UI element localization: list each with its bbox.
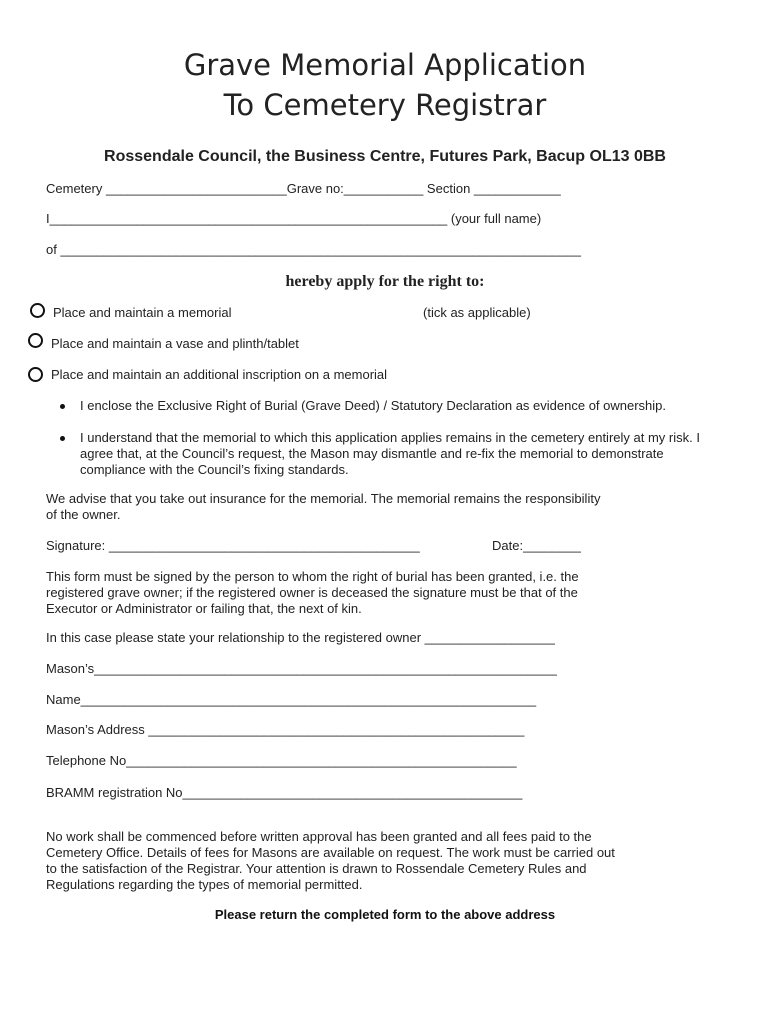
- bullet-deed-text: I enclose the Exclusive Right of Burial (Grave Deed) / Statutory Declaration as evidence of ownership.: [80, 398, 667, 413]
- tick-applicable-note: (tick as applicable): [423, 305, 531, 320]
- bullet-risk-text: I understand that the memorial to which this application applies remains in the cemetery entirely at my risk. I agree that, at the Council’s request, the Mason may dismantle and re-fix the memorial to demonstrate compliance with the Council’s fixing standards.: [80, 430, 700, 477]
- vase-plinth-option-radio[interactable]: [28, 333, 43, 348]
- additional-inscription-option-radio[interactable]: [28, 367, 43, 382]
- council-address: Rossendale Council, the Business Centre, Futures Park, Bacup OL13 0BB: [104, 148, 666, 165]
- memorial-option-label: Place and maintain a memorial: [53, 305, 232, 320]
- bullet-icon: [60, 436, 65, 441]
- bramm-registration-field[interactable]: BRAMM registration No_______________________________________________: [46, 785, 523, 800]
- mason-address-field[interactable]: Mason’s Address ____________________________________________________: [46, 722, 525, 737]
- form-title-line-1: Grave Memorial Application: [183, 48, 587, 82]
- apply-heading: hereby apply for the right to:: [285, 273, 485, 290]
- additional-inscription-option-label: Place and maintain an additional inscription on a memorial: [51, 367, 388, 382]
- full-name-field[interactable]: I_______________________________________________________ (your full name): [46, 211, 542, 226]
- telephone-field[interactable]: Telephone No______________________________________________________: [46, 753, 517, 768]
- memorial-option-radio[interactable]: [30, 303, 45, 318]
- return-instruction: Please return the completed form to the above address: [214, 907, 556, 922]
- relationship-field[interactable]: In this case please state your relationship to the registered owner __________________: [46, 630, 555, 645]
- signing-note: This form must be signed by the person to whom the right of burial has been granted, i.e. the registered grave owner; if the registered owner is deceased the signature must be that of the Executor or Administrator or failing that, the next of kin.: [46, 569, 579, 616]
- address-of-field[interactable]: of ________________________________________________________________________: [46, 242, 582, 257]
- insurance-advice: We advise that you take out insurance for the memorial. The memorial remains the responsibility of the owner.: [46, 491, 601, 522]
- mason-name-field[interactable]: Name_______________________________________________________________: [46, 692, 537, 707]
- cemetery-grave-section-field[interactable]: Cemetery _________________________Grave no:___________ Section ____________: [46, 181, 561, 196]
- vase-plinth-option-label: Place and maintain a vase and plinth/tablet: [51, 336, 299, 351]
- date-field[interactable]: Date:________: [492, 538, 581, 553]
- signature-field[interactable]: Signature: ___________________________________________: [46, 538, 420, 553]
- bullet-icon: [60, 404, 65, 409]
- form-title-line-2: To Cemetery Registrar: [223, 88, 547, 122]
- masons-field[interactable]: Mason’s________________________________________________________________: [46, 661, 557, 676]
- work-approval-notice: No work shall be commenced before written approval has been granted and all fees paid to the Cemetery Office. Details of fees for Masons are available on request. The work must be carried out to the satisfaction of the Registrar. Your attention is drawn to Rossendale Cemetery Rules and Regulations regarding the types of memorial permitted.: [46, 829, 615, 892]
